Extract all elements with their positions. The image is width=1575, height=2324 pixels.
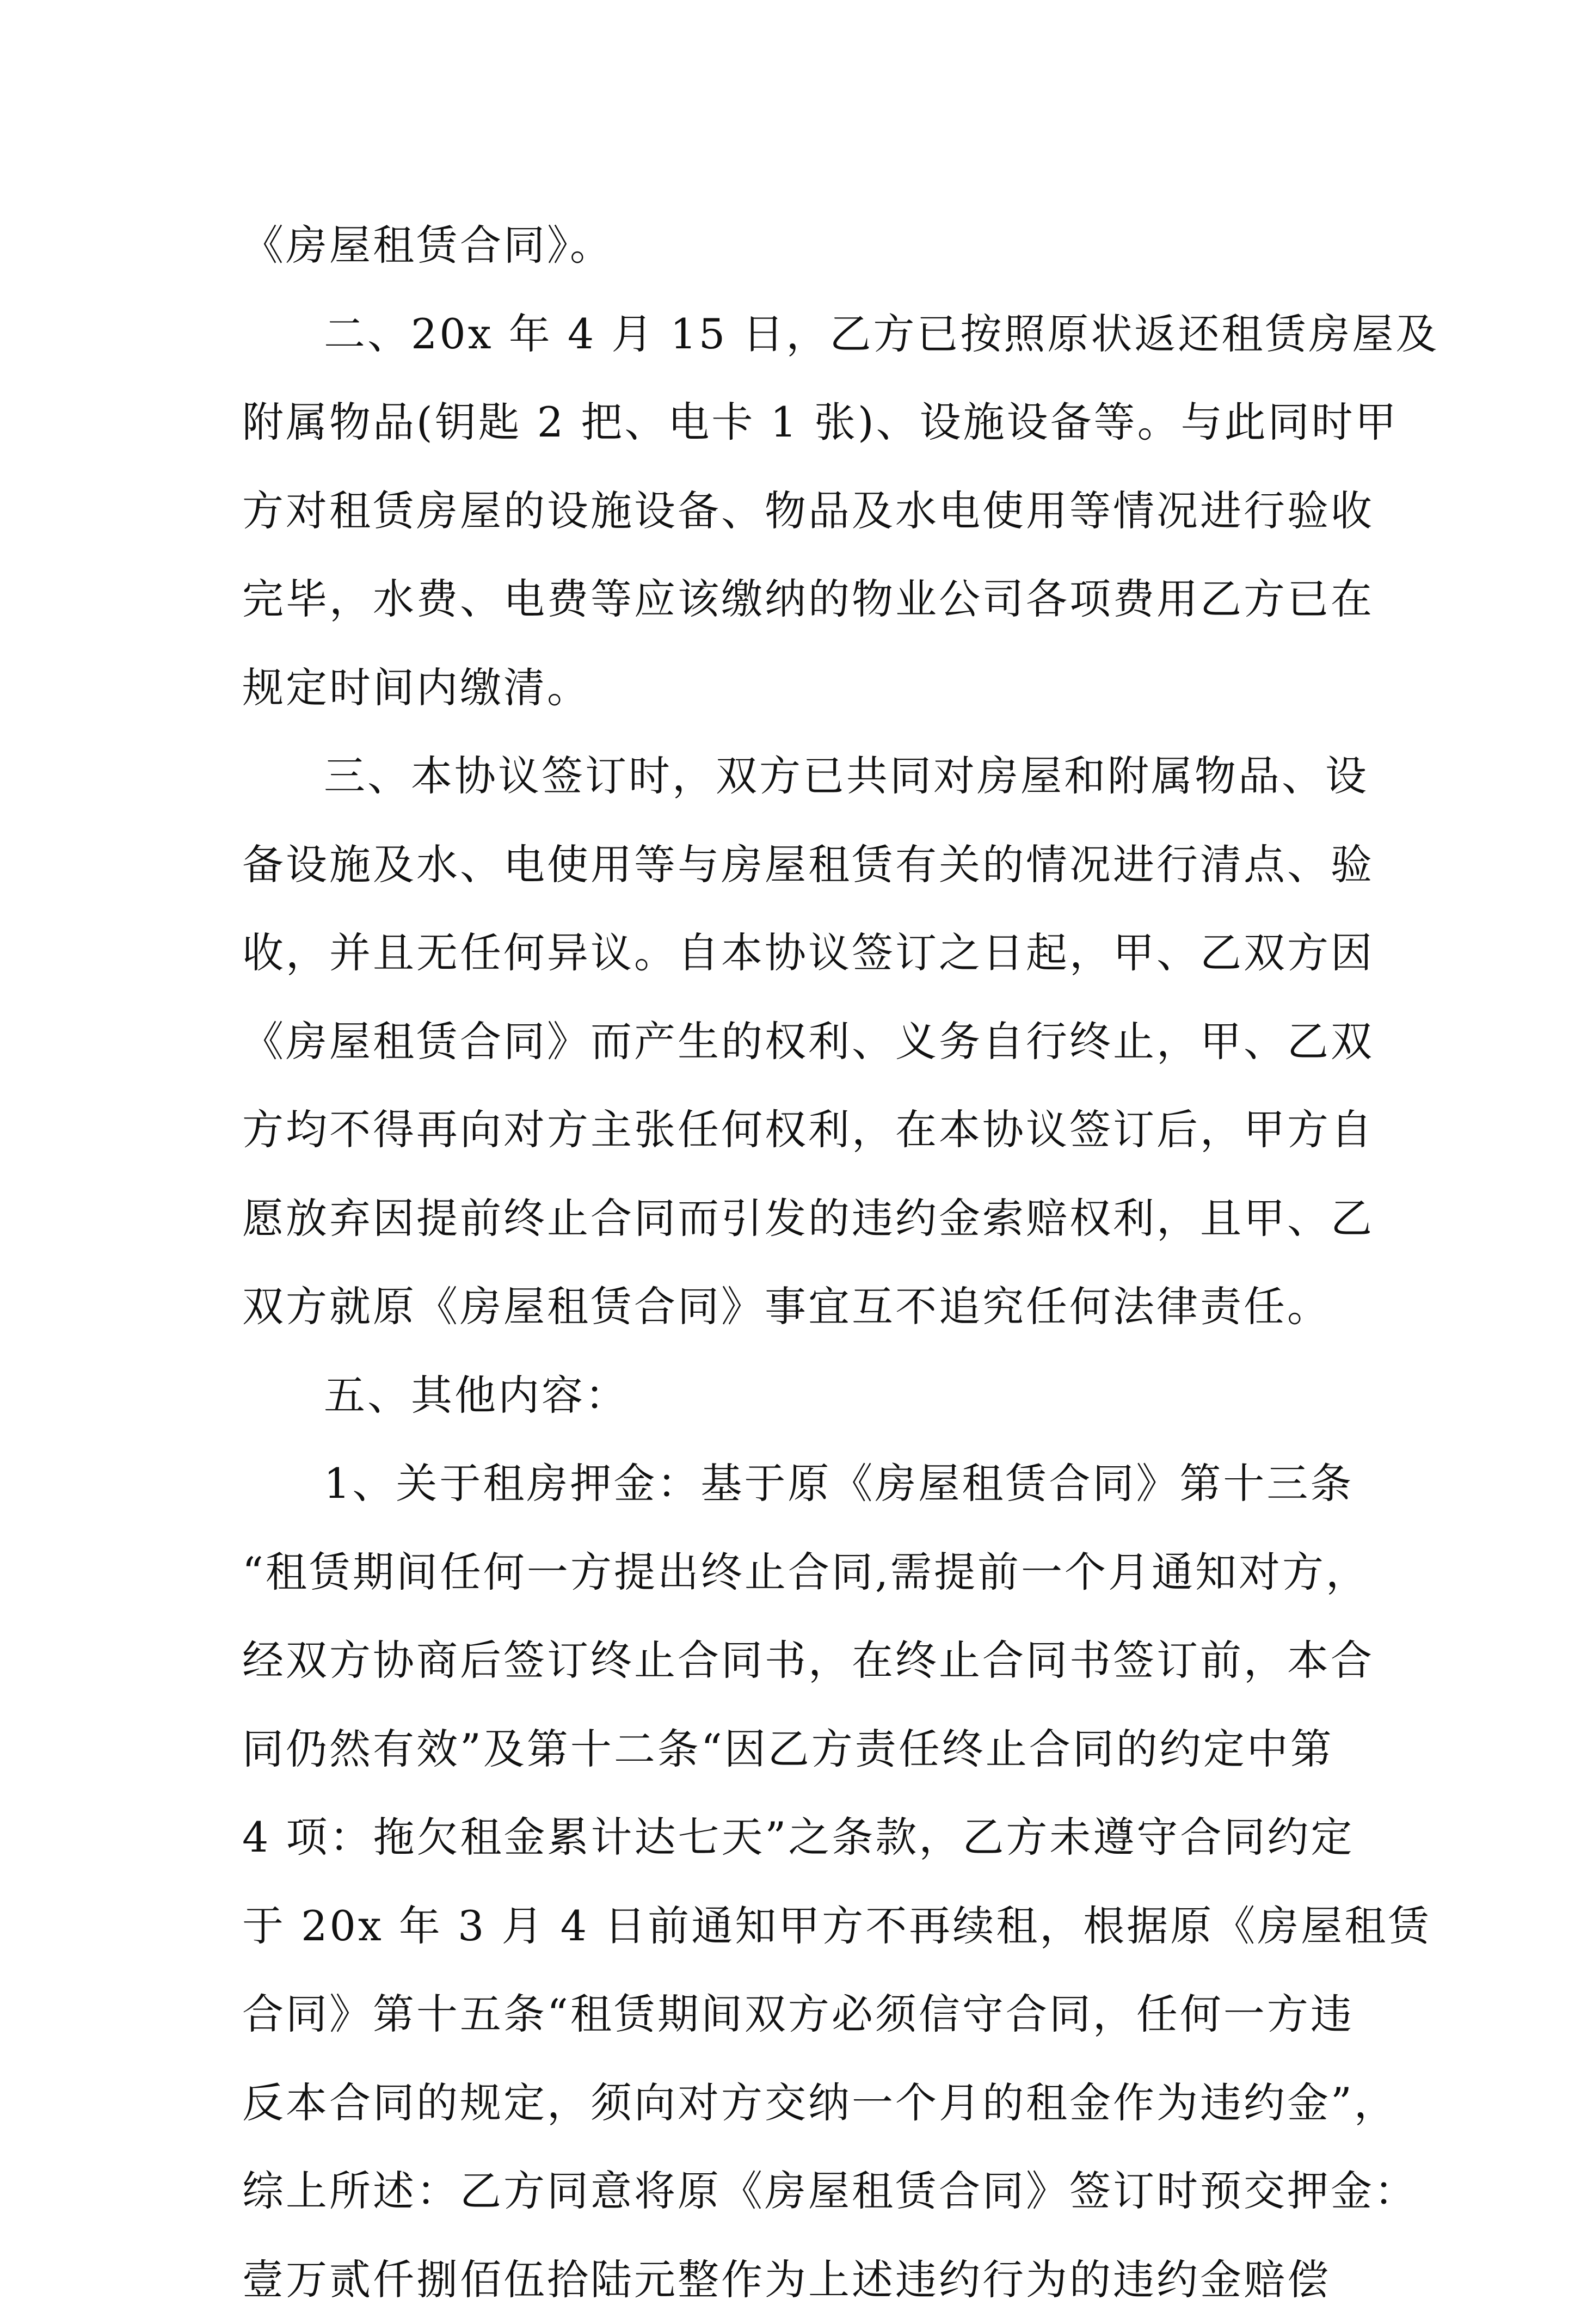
text-line: 双方就原《房屋租赁合同》事宜互不追究任何法律责任。 — [242, 1263, 1352, 1351]
item-one-start: 1、关于租房押金：基于原《房屋租赁合同》第十三条 — [242, 1440, 1352, 1528]
text-line: 反本合同的规定，须向对方交纳一个月的租金作为违约金”， — [242, 2059, 1352, 2148]
paragraph-two-start: 二、20x 年 4 月 15 日，乙方已按照原状返还租赁房屋及 — [242, 290, 1352, 379]
section-five-heading: 五、其他内容： — [242, 1351, 1352, 1440]
text-line: 经双方协商后签订终止合同书，在终止合同书签订前，本合 — [242, 1616, 1352, 1705]
text-line: 备设施及水、电使用等与房屋租赁有关的情况进行清点、验 — [242, 821, 1352, 909]
text-line: 愿放弃因提前终止合同而引发的违约金索赔权利，且甲、乙 — [242, 1175, 1352, 1263]
text-line: 附属物品(钥匙 2 把、电卡 1 张)、设施设备等。与此同时甲 — [242, 378, 1352, 467]
text-line: 完毕，水费、电费等应该缴纳的物业公司各项费用乙方已在 — [242, 555, 1352, 644]
paragraph-three-start: 三、本协议签订时，双方已共同对房屋和附属物品、设 — [242, 732, 1352, 821]
text-line: 方对租赁房屋的设施设备、物品及水电使用等情况进行验收 — [242, 467, 1352, 556]
text-line: 综上所述：乙方同意将原《房屋租赁合同》签订时预交押金： — [242, 2147, 1352, 2236]
text-line: “租赁期间任何一方提出终止合同,需提前一个月通知对方， — [242, 1528, 1352, 1617]
text-line: 规定时间内缴清。 — [242, 644, 1352, 733]
text-line: 于 20x 年 3 月 4 日前通知甲方不再续租，根据原《房屋租赁 — [242, 1882, 1352, 1971]
text-line: 方均不得再向对方主张任何权利，在本协议签订后，甲方自 — [242, 1086, 1352, 1175]
document-body — [242, 201, 1352, 2324]
text-line: 《房屋租赁合同》。 — [242, 201, 1352, 290]
text-line: 合同》第十五条“租赁期间双方必须信守合同，任何一方违 — [242, 1970, 1352, 2059]
text-line: 收，并且无任何异议。自本协议签订之日起，甲、乙双方因 — [242, 909, 1352, 998]
text-line: 《房屋租赁合同》而产生的权利、义务自行终止，甲、乙双 — [242, 998, 1352, 1086]
text-line: 同仍然有效”及第十二条“因乙方责任终止合同的约定中第 — [242, 1705, 1352, 1794]
text-line: 4 项：拖欠租金累计达七天”之条款，乙方未遵守合同约定 — [242, 1793, 1352, 1882]
text-line: 壹万贰仟捌佰伍拾陆元整作为上述违约行为的违约金赔偿 — [242, 2236, 1352, 2324]
